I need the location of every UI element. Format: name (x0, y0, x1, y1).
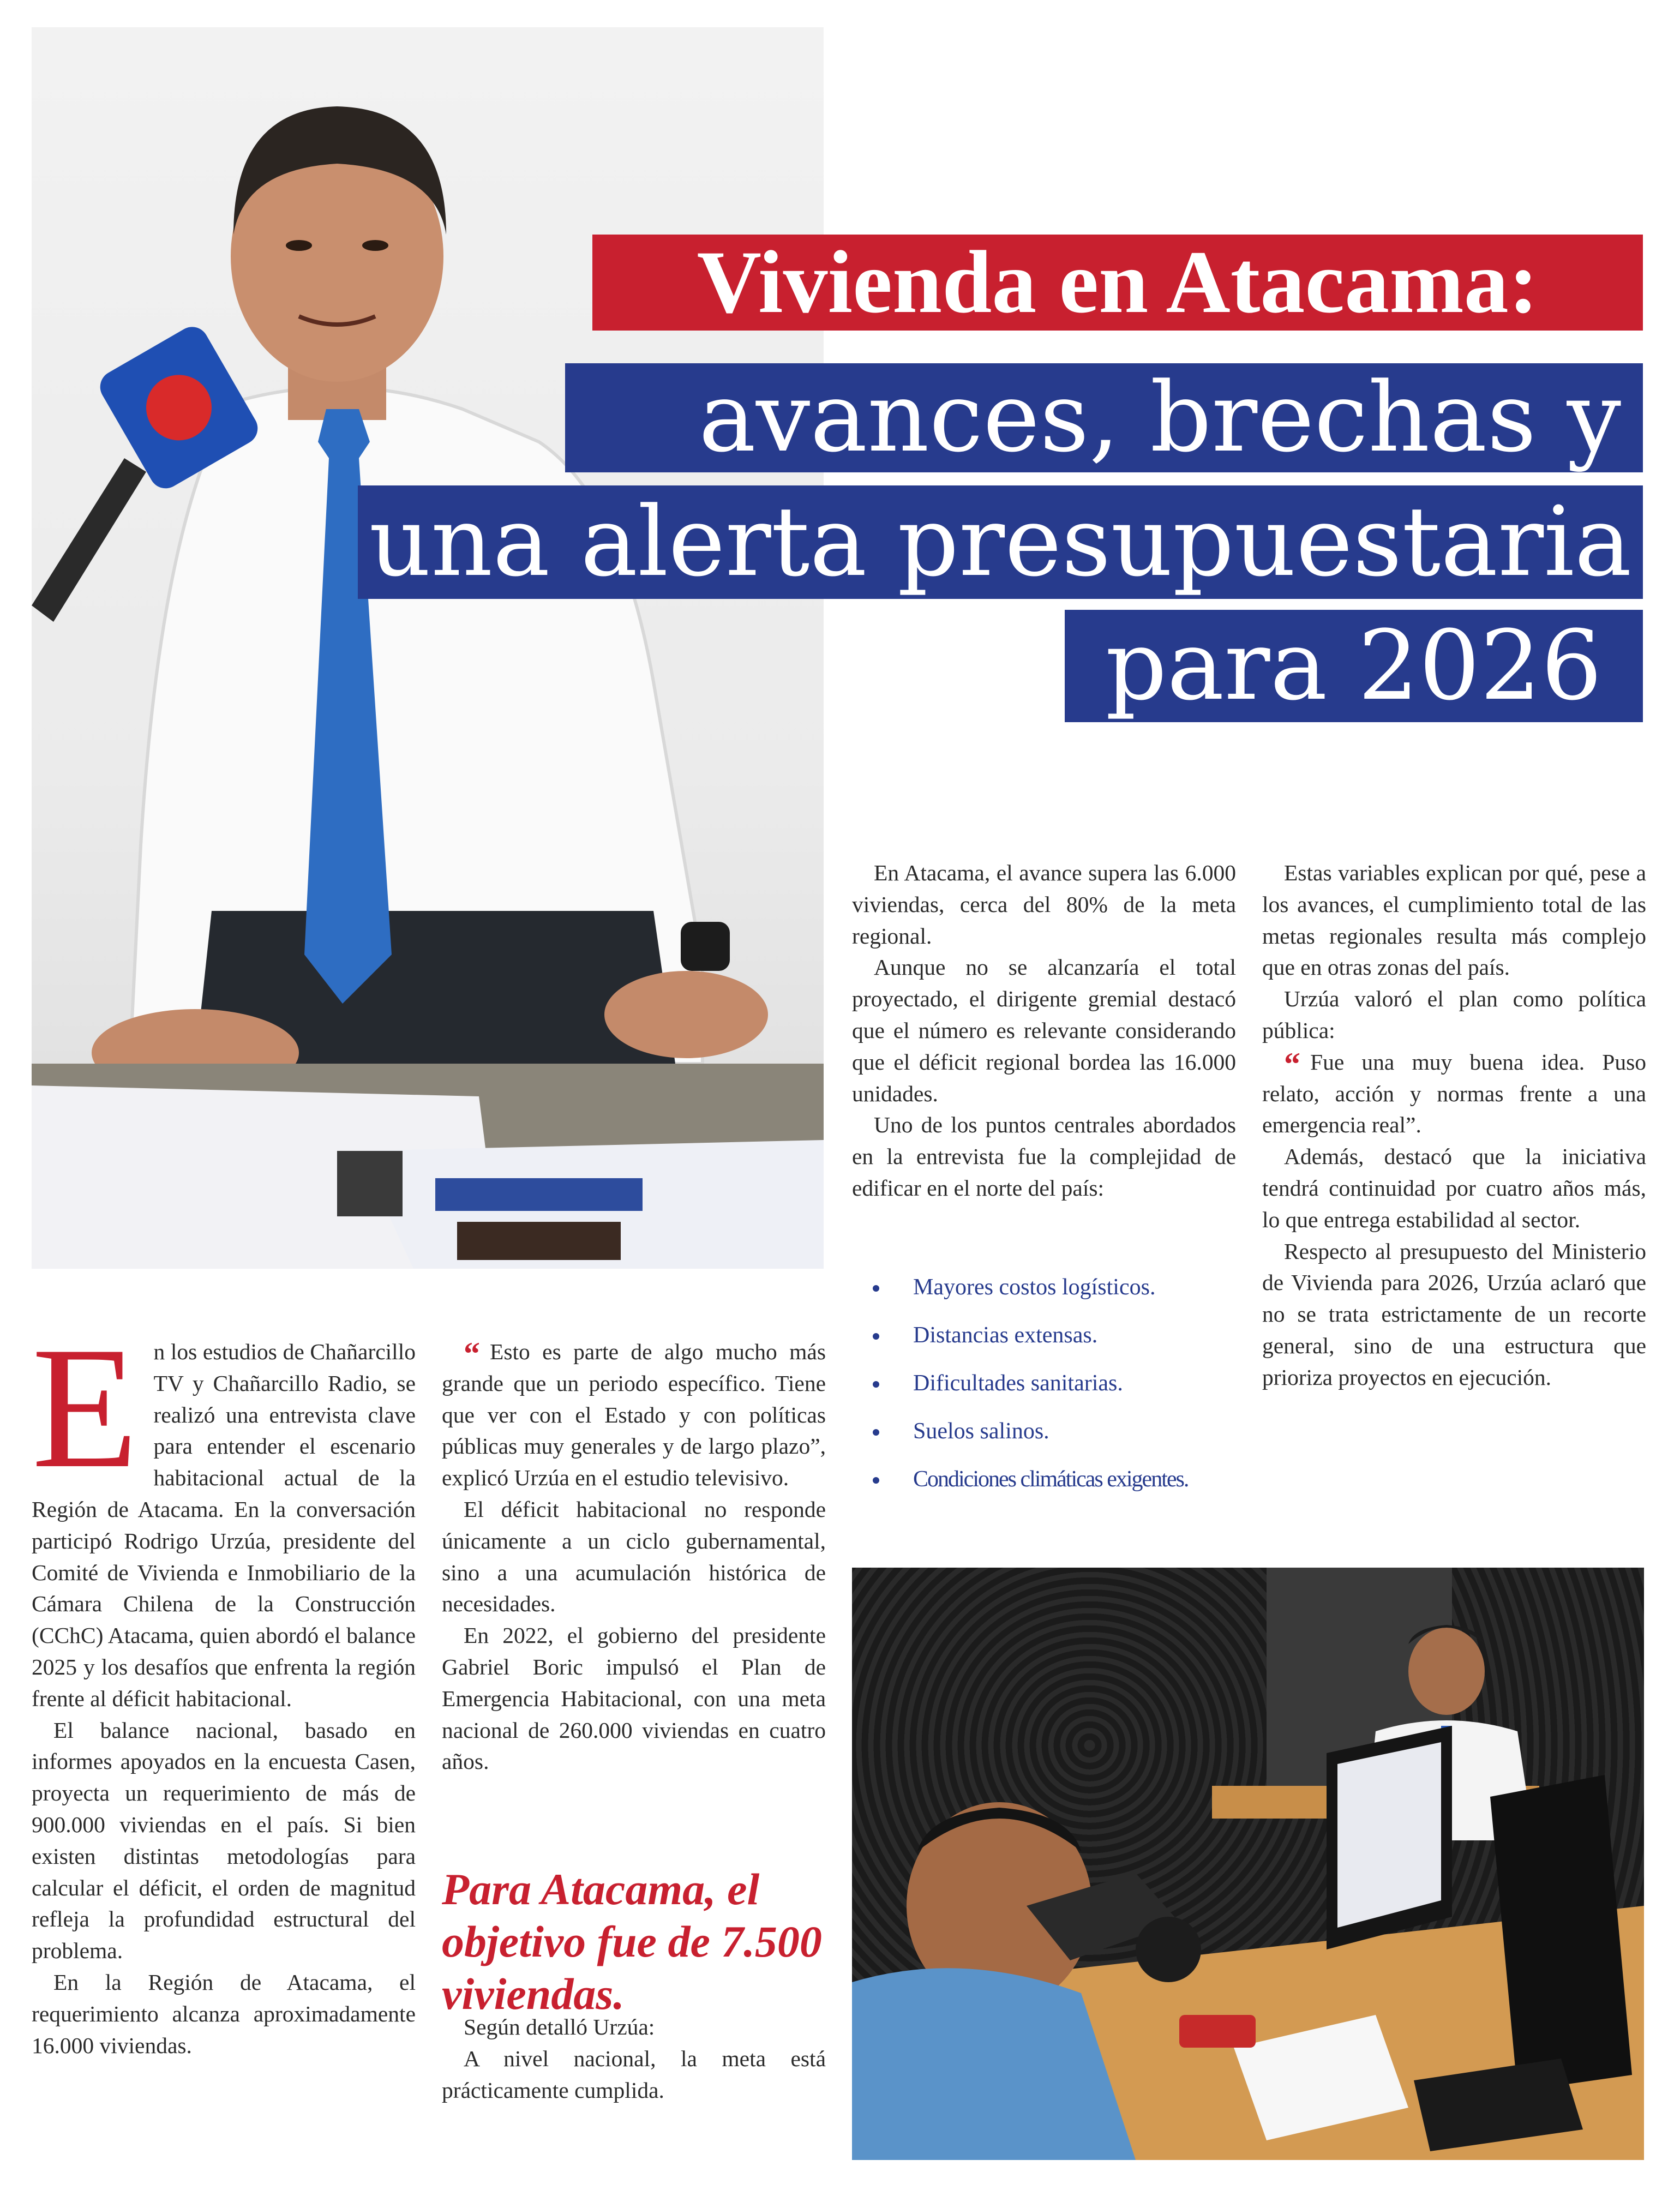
paragraph: Además, destacó que la iniciativa tendrá continuidad por cuatro años más, lo que entrega estabilidad al sector. (1262, 1144, 1646, 1232)
list-item: Condiciones climáticas exigentes. (867, 1455, 1260, 1503)
portrait-photo (32, 27, 824, 1269)
headline-line-2: avances, brechas y (565, 363, 1643, 472)
headline-line-3: una alerta presupuestaria (358, 485, 1643, 599)
studio-photo (852, 1568, 1644, 2160)
article-column-2 (442, 1336, 826, 1778)
pull-quote: Para Atacama, el objetivo fue de 7.500 viviendas. (442, 1864, 822, 2019)
paragraph: El balance nacional, basado en informes apoyados en la encuesta Casen, proyecta un requerimiento de más de 900.000 viviendas en el país. Si bien existen distintas metodologías para calcular el déficit, el orden de magnitud refleja la profundidad estructural del problema. (32, 1717, 416, 1964)
list-item: Dificultades sanitarias. (867, 1359, 1260, 1407)
challenges-list (867, 1263, 1260, 1503)
paragraph: En Atacama, el avance supera las 6.000 viviendas, cerca del 80% de la meta regional. (852, 860, 1236, 949)
article-column-4 (1262, 857, 1646, 1394)
paragraph: A nivel nacional, la meta está prácticamente cumplida. (442, 2045, 826, 2103)
quote-mark-icon: “ (1284, 1046, 1300, 1082)
headline-line-4: para 2026 (1065, 610, 1643, 722)
article-column-3 (852, 857, 1236, 1204)
paragraph: En 2022, el gobierno del presidente Gabriel Boric impulsó el Plan de Emergencia Habitacional, con una meta nacional de 260.000 viviendas en cuatro años. (442, 1623, 826, 1774)
list-item: Mayores costos logísticos. (867, 1263, 1260, 1311)
article-column-1 (32, 1311, 416, 2061)
paragraph: Uno de los puntos centrales abordados en la entrevista fue la complejidad de edificar en el norte del país: (852, 1112, 1236, 1201)
list-item: Distancias extensas. (867, 1311, 1260, 1359)
portrait-illustration (32, 27, 824, 1269)
paragraph: Respecto al presupuesto del Ministerio de Vivienda para 2026, Urzúa aclaró que no se trata estrictamente de un recorte general, sino de una estructura que prioriza proyectos en ejecución. (1262, 1238, 1646, 1390)
paragraph: Estas variables explican por qué, pese a los avances, el cumplimiento total de las metas regionales resulta más complejo que en otras zonas del país. (1262, 860, 1646, 980)
inline-quote: “ Fue una muy buena idea. Puso relato, acción y normas frente a una emergencia real”. (1262, 1046, 1646, 1138)
headline-line-1: Vivienda en Atacama: (592, 235, 1643, 331)
article-column-2-end (442, 2012, 826, 2106)
quote-mark-icon: “ (464, 1336, 480, 1372)
paragraph: Urzúa valoró el plan como política pública: (1262, 986, 1646, 1043)
paragraph: Según detalló Urzúa: (464, 2014, 655, 2039)
studio-illustration (852, 1568, 1644, 2160)
list-item: Suelos salinos. (867, 1407, 1260, 1455)
drop-cap: E (32, 1311, 139, 1504)
paragraph: El déficit habitacional no responde únicamente a un ciclo gubernamental, sino a una acumulación histórica de necesidades. (442, 1496, 826, 1617)
inline-quote: “ Esto es parte de algo mucho más grande que un periodo específico. Tiene que ver con el Estado y con políticas públicas muy generales y de largo plazo”, explicó Urzúa en el estudio televisivo. (442, 1336, 826, 1491)
paragraph: Aunque no se alcanzaría el total proyectado, el dirigente gremial destacó que el número es relevante considerando que el déficit regional bordea las 16.000 unidades. (852, 955, 1236, 1106)
lead-paragraph: En los estudios de Chañarcillo TV y Chañarcillo Radio, se realizó una entrevista clave para entender el escenario habitacional actual de la Región de Atacama. En la conversación participó Rodrigo Urzúa, presidente del Comité de Vivienda e Inmobiliario de la Cámara Chilena de la Construcción (CChC) Atacama, quien abordó el balance 2025 y los desafíos que enfrenta la región frente al déficit habitacional. (32, 1311, 416, 1711)
paragraph: En la Región de Atacama, el requerimiento alcanza aproximadamente 16.000 viviendas. (32, 1969, 416, 2058)
